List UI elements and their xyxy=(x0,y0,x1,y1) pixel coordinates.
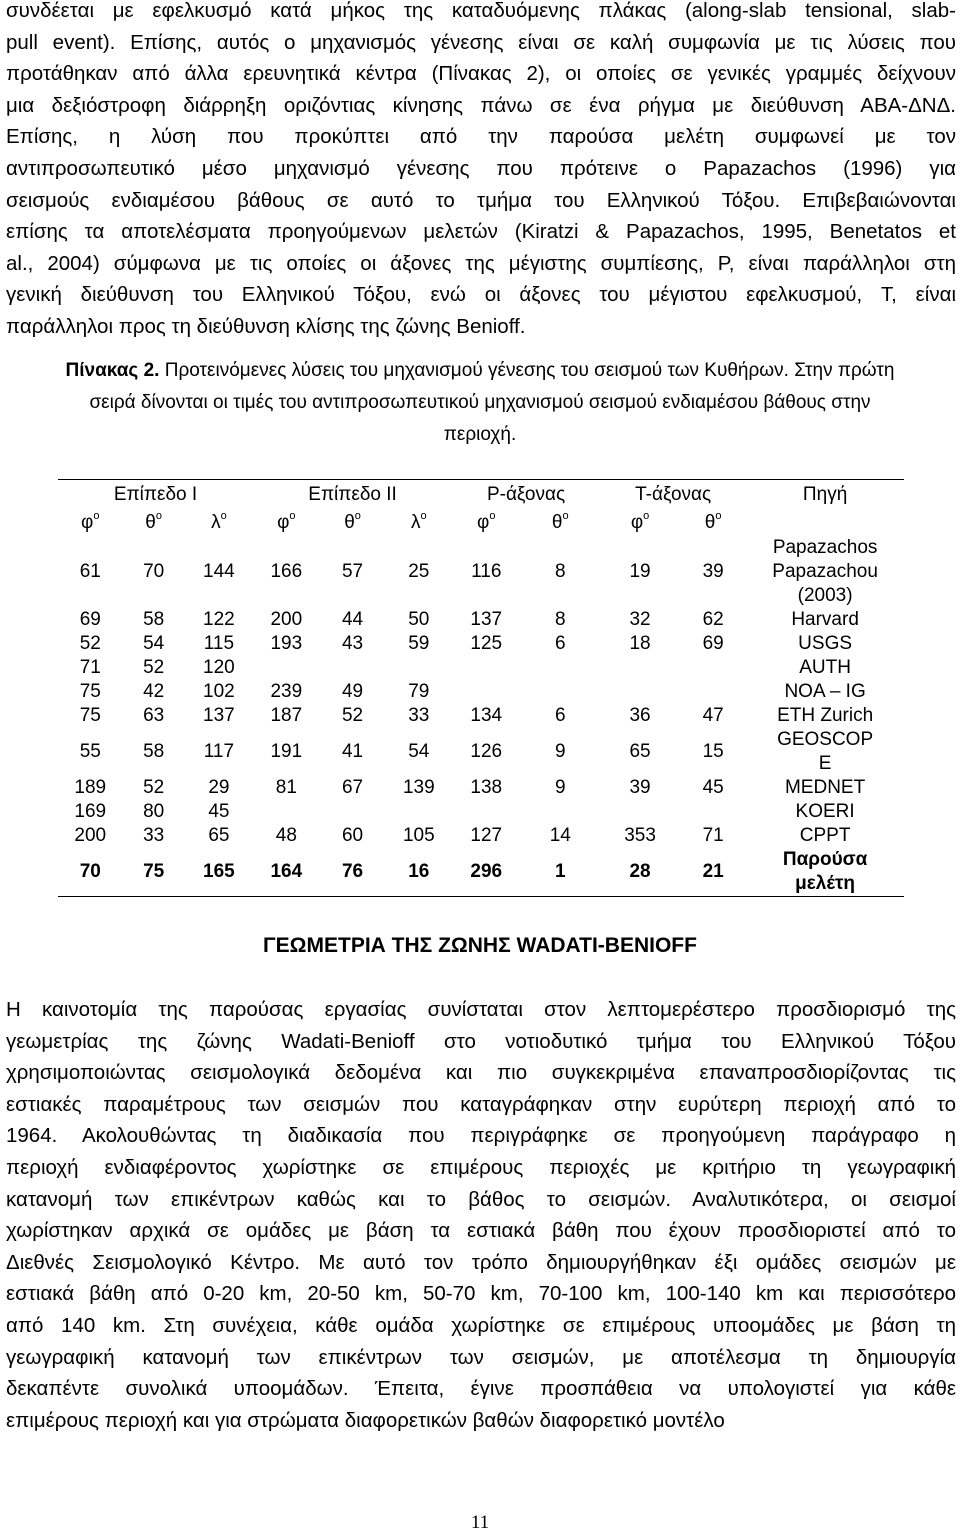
table-cell xyxy=(253,656,319,680)
table-cell: 48 xyxy=(275,825,297,846)
table-cell: 29 xyxy=(208,777,230,798)
table-cell: 39 xyxy=(702,561,724,582)
text-line: αντιπροσωπευτικό μέσο μηχανισμό γένεσης που πρότεινε ο Papazachos (1996) για xyxy=(6,156,956,180)
table-cell: 105 xyxy=(402,825,435,846)
degree-mark: o xyxy=(715,510,722,522)
table-group-header: T-άξονας xyxy=(600,480,746,511)
table-symbol-header-empty xyxy=(746,510,904,536)
text-line: χρησιμοποιώντας σεισμολογικά δεδομένα και πιο συγκεκριμένα επαναπροσδιορίζοντας τις xyxy=(6,1061,956,1085)
table-cell: 6 xyxy=(554,633,566,654)
table-row xyxy=(58,656,904,680)
table-cell: 69 xyxy=(79,609,101,630)
table-cell: 116 xyxy=(471,561,502,582)
source-line: KOERI xyxy=(795,801,855,822)
table-cell: 61 xyxy=(79,561,101,582)
table-cell xyxy=(386,656,452,680)
source-line: E xyxy=(818,753,832,774)
section-heading: ΓΕΩΜΕΤΡΙΑ ΤΗΣ ΖΩΝΗΣ WADATI-BENIOFF xyxy=(263,934,697,957)
degree-mark: o xyxy=(155,510,162,522)
table-cell xyxy=(600,680,680,704)
table-cell xyxy=(320,656,386,680)
table-cell: 67 xyxy=(341,777,364,798)
table-cell: 52 xyxy=(341,705,364,726)
table-cell xyxy=(680,800,746,824)
table-cell: 47 xyxy=(702,705,724,726)
source-line: NOA – IG xyxy=(784,681,866,702)
table-cell: 14 xyxy=(549,825,571,846)
table-caption-line-2: σειρά δίνονται οι τιμές του αντιπροσωπευτικού μηχανισμού σεισμού ενδιαμέσου βάθους στην xyxy=(89,392,871,413)
table-cell: 43 xyxy=(341,633,364,654)
table-cell xyxy=(680,656,746,680)
text-line: συνδέεται με εφελκυσμό κατά μήκος της καταδυόμενης πλάκας (along-slab tensional, slab- xyxy=(6,0,956,22)
text-line: χωρίστηκαν αρχικά σε ομάδες με βάση τα εστιακά βάθη που έχουν προσδιοριστεί από το xyxy=(6,1219,956,1243)
text-line: Διεθνές Σεισμολογικό Κέντρο. Με αυτό τον τρόπο δημιουργήθηκαν έξι ομάδες σεισμών με xyxy=(6,1250,956,1274)
table-source-cell xyxy=(746,728,904,776)
table-cell: 41 xyxy=(341,741,364,762)
table-cell: 55 xyxy=(79,741,101,762)
table-cell: 137 xyxy=(470,609,503,630)
table-cell: 57 xyxy=(341,561,364,582)
table-row xyxy=(58,728,904,776)
degree-mark: o xyxy=(643,510,650,522)
table-cell: 80 xyxy=(143,801,165,822)
table-cell: 353 xyxy=(624,825,656,846)
table-cell: 49 xyxy=(341,681,364,702)
source-line: USGS xyxy=(798,633,853,654)
table-cell: 71 xyxy=(79,657,101,678)
table-cell: 76 xyxy=(320,848,386,897)
table-cell: 187 xyxy=(270,705,303,726)
text-line: περιοχή ενδιαφέροντος χωρίστηκε σε επιμέρους περιοχές με κριτήριο τη γεωγραφική xyxy=(6,1155,956,1179)
table-cell: 122 xyxy=(203,609,235,630)
table-symbol-header xyxy=(520,510,600,536)
table-group-header: Επίπεδο I xyxy=(58,480,253,511)
text-line: pull event). Επίσης, αυτός ο μηχανισμός γένεσης είναι σε καλή συμφωνία με τις λύσεις που xyxy=(6,30,956,54)
source-line: Papazachos xyxy=(772,537,878,558)
table-source-cell xyxy=(746,656,904,680)
angle-symbol: θ xyxy=(145,512,156,533)
table-cell xyxy=(600,656,680,680)
table-cell: 71 xyxy=(702,825,724,846)
table-cell: 102 xyxy=(203,681,235,702)
table-row xyxy=(58,776,904,800)
table-cell: 75 xyxy=(79,681,101,702)
table-cell: 6 xyxy=(554,705,566,726)
source-line: (2003) xyxy=(797,585,853,606)
table-cell: 62 xyxy=(702,609,724,630)
text-line: επίσης τα αποτελέσματα προηγούμενων μελετών (Kiratzi & Papazachos, 1995, Benetatos et xyxy=(6,220,956,244)
table-source-cell xyxy=(746,776,904,800)
table-cell: 138 xyxy=(470,777,503,798)
table-cell xyxy=(386,800,452,824)
text-line: κατανομή των επικέντρων καθώς και το βάθος το σεισμών. Αναλυτικότερα, οι σεισμοί xyxy=(6,1187,956,1211)
text-line: μια δεξιόστροφη διάρρηξη οριζόντιας κίνησης πάνω σε ένα ρήγμα με διεύθυνση ΑΒΑ-ΔΝΔ. xyxy=(6,93,956,117)
table-cell: 54 xyxy=(143,633,165,654)
table-cell: 239 xyxy=(270,681,303,702)
source-line: CPPT xyxy=(799,825,851,846)
table-source-cell xyxy=(746,824,904,848)
table-cell: 52 xyxy=(143,657,165,678)
source-line: ETH Zurich xyxy=(777,705,874,726)
angle-symbol: θ xyxy=(704,512,716,533)
table-row xyxy=(58,824,904,848)
table-group-header: Επίπεδο II xyxy=(253,480,452,511)
table-cell: 81 xyxy=(275,777,297,798)
text-line: Επίσης, η λύση που προκύπτει από την παρούσα μελέτη συμφωνεί με τον xyxy=(6,125,956,149)
table-cell xyxy=(452,656,520,680)
text-line: Η καινοτομία της παρούσας εργασίας συνίσταται στον λεπτομερέστερο προσδιορισμό της xyxy=(6,998,956,1021)
table-cell: 164 xyxy=(253,848,319,897)
table-cell xyxy=(520,656,600,680)
table-cell: 33 xyxy=(408,705,430,726)
table-cell xyxy=(520,800,600,824)
angle-symbol: λ xyxy=(211,512,221,533)
text-line: al., 2004) σύμφωνα με τις οποίες οι άξονες της μέγιστης συμπίεσης, P, είναι παράλληλοι στη xyxy=(6,251,956,275)
table-symbol-header xyxy=(452,510,520,536)
table-cell: 25 xyxy=(408,561,430,582)
source-line: Papazachou xyxy=(772,561,878,582)
table-row xyxy=(58,608,904,632)
table-cell: 79 xyxy=(408,681,430,702)
table-cell: 9 xyxy=(554,741,566,762)
table-symbol-header xyxy=(600,510,680,536)
degree-mark: o xyxy=(562,510,569,522)
table-cell: 296 xyxy=(452,848,520,897)
table-symbol-header xyxy=(58,510,123,536)
table-caption-line-3: περιοχή. xyxy=(443,424,517,445)
source-line: Harvard xyxy=(791,609,859,630)
table-group-header: P-άξονας xyxy=(452,480,600,511)
table-cell: 58 xyxy=(143,609,165,630)
table-cell xyxy=(520,680,600,704)
text-line: εστιακές παραμέτρους των σεισμών που καταγράφηκαν στην ευρύτερη περιοχή από το xyxy=(6,1092,956,1116)
table-cell: 18 xyxy=(629,633,651,654)
text-line: γενική διεύθυνση του Ελληνικού Τόξου, ενώ οι άξονες του μέγιστου εφελκυσμού, T, είναι xyxy=(6,283,956,307)
table-cell: 33 xyxy=(143,825,165,846)
table-cell: 200 xyxy=(74,825,107,846)
focal-mechanism-table xyxy=(58,479,904,897)
table-cell: 19 xyxy=(629,561,651,582)
table-row xyxy=(58,536,904,608)
table-source-cell xyxy=(746,536,904,608)
table-cell: 52 xyxy=(79,633,101,654)
angle-symbol: θ xyxy=(551,512,563,533)
text-line: εστιακά βάθη από 0-20 km, 20-50 km, 50-70 km, 70-100 km, 100-140 km και περισσότερο xyxy=(6,1282,956,1306)
table-cell: 63 xyxy=(143,705,165,726)
table-cell xyxy=(600,800,680,824)
table-symbol-header xyxy=(123,510,185,536)
table-cell xyxy=(452,680,520,704)
table-cell: 144 xyxy=(203,561,235,582)
table-cell: 189 xyxy=(74,777,107,798)
table-cell: 70 xyxy=(143,561,165,582)
table-cell: 65 xyxy=(629,741,651,762)
table-cell: 39 xyxy=(629,777,651,798)
table-cell: 139 xyxy=(402,777,435,798)
table-cell xyxy=(253,800,319,824)
table-source-cell xyxy=(746,848,904,897)
table-caption-line-1: Προτεινόμενες λύσεις του μηχανισμού γένεσης του σεισμού των Κυθήρων. Στην πρώτη xyxy=(159,360,895,381)
table-cell: 193 xyxy=(270,633,303,654)
table-cell: 16 xyxy=(386,848,452,897)
angle-symbol: λ xyxy=(410,512,421,533)
table-group-header: Πηγή xyxy=(746,480,904,511)
table-cell: 117 xyxy=(203,741,235,762)
table-cell: 59 xyxy=(408,633,430,654)
table-cell: 21 xyxy=(680,848,746,897)
source-line: Παρούσα xyxy=(782,849,868,870)
table-cell: 58 xyxy=(143,741,165,762)
text-line: γεωγραφική κατανομή των επικέντρων των σεισμών, με αποτέλεσμα τη δημιουργία xyxy=(6,1345,956,1369)
text-line: παράλληλοι προς τη διεύθυνση κλίσης της ζώνης Benioff. xyxy=(6,314,526,338)
table-row xyxy=(58,848,904,897)
table-group-header-row xyxy=(58,480,904,511)
text-line: 1964. Ακολουθώντας τη διαδικασία που περιγράφηκε σε προηγούμενη παράγραφο η xyxy=(6,1124,956,1148)
table-cell: 127 xyxy=(470,825,503,846)
text-line: δεκαπέντε συνολικά υποομάδων. Έπειτα, έγινε προσπάθεια να υπολογιστεί για κάθε xyxy=(6,1377,956,1401)
page-number: 11 xyxy=(470,1512,490,1533)
table-cell xyxy=(452,800,520,824)
degree-mark: o xyxy=(220,510,227,522)
degree-mark: o xyxy=(489,510,496,522)
table-symbol-header xyxy=(185,510,253,536)
degree-mark: o xyxy=(93,510,100,522)
table-cell: 42 xyxy=(143,681,165,702)
text-line: επιμέρους περιοχή και για στρώματα διαφορετικών βαθών διαφορετικό μοντέλο xyxy=(6,1408,725,1432)
angle-symbol: θ xyxy=(344,512,355,533)
table-row xyxy=(58,704,904,728)
table-cell: 166 xyxy=(270,561,303,582)
source-line: MEDNET xyxy=(784,777,866,798)
table-caption xyxy=(0,355,960,451)
table-source-cell xyxy=(746,800,904,824)
table-row xyxy=(58,632,904,656)
table-cell: 15 xyxy=(702,741,724,762)
table-row xyxy=(58,800,904,824)
text-line: από 140 km. Στη συνέχεια, κάθε ομάδα χωρίστηκε σε επιμέρους υποομάδες με βάση τη xyxy=(6,1313,956,1337)
degree-mark: o xyxy=(289,510,296,522)
text-line: προτάθηκαν από άλλα ερευνητικά κέντρα (Πίνακας 2), οι οποίες σε γενικές γραμμές δείχνουν xyxy=(6,62,956,86)
table-cell: 9 xyxy=(554,777,566,798)
table-cell: 137 xyxy=(203,705,235,726)
table-row xyxy=(58,680,904,704)
table-cell: 32 xyxy=(629,609,651,630)
text-line: γεωμετρίας της ζώνης Wadati-Benioff στο νοτιοδυτικό τμήμα του Ελληνικού Τόξου xyxy=(6,1029,956,1053)
table-cell: 65 xyxy=(208,825,230,846)
table-cell: 54 xyxy=(408,741,430,762)
angle-symbol: φ xyxy=(630,512,644,533)
table-symbol-row xyxy=(58,510,904,536)
table-cell: 28 xyxy=(600,848,680,897)
table-cell: 191 xyxy=(270,741,303,762)
degree-mark: o xyxy=(420,510,427,522)
table-cell: 69 xyxy=(702,633,724,654)
table-source-cell xyxy=(746,632,904,656)
table-source-cell xyxy=(746,680,904,704)
table-cell xyxy=(320,800,386,824)
table-cell: 45 xyxy=(208,801,230,822)
angle-symbol: φ xyxy=(277,512,290,533)
table-cell: 134 xyxy=(470,705,503,726)
table-cell: 52 xyxy=(143,777,165,798)
source-line: μελέτη xyxy=(795,873,856,894)
table-cell: 169 xyxy=(74,801,107,822)
table-cell: 75 xyxy=(79,705,101,726)
table-symbol-header xyxy=(320,510,386,536)
table-source-cell xyxy=(746,608,904,632)
table-symbol-header xyxy=(386,510,452,536)
paragraph-wadati-benioff xyxy=(6,994,956,1436)
table-cell: 70 xyxy=(58,848,123,897)
table-cell: 45 xyxy=(702,777,724,798)
table-cell: 120 xyxy=(203,657,235,678)
table-cell: 1 xyxy=(520,848,600,897)
table-cell: 44 xyxy=(341,609,364,630)
table-cell: 50 xyxy=(408,609,430,630)
table-cell: 75 xyxy=(123,848,185,897)
text-line: σεισμούς ενδιαμέσου βάθους σε αυτό το τμήμα του Ελληνικού Τόξου. Επιβεβαιώνονται xyxy=(6,188,956,212)
table-caption-label: Πίνακας 2. xyxy=(65,360,160,381)
table-cell: 36 xyxy=(629,705,651,726)
table-symbol-header xyxy=(680,510,746,536)
angle-symbol: φ xyxy=(81,512,94,533)
source-line: AUTH xyxy=(799,657,851,678)
table-symbol-header xyxy=(253,510,319,536)
table-cell: 200 xyxy=(270,609,303,630)
source-line: GEOSCOP xyxy=(777,729,874,750)
table-cell xyxy=(680,680,746,704)
table-cell: 8 xyxy=(554,609,566,630)
table-cell: 60 xyxy=(341,825,364,846)
table-cell: 126 xyxy=(470,741,503,762)
table-source-cell xyxy=(746,704,904,728)
degree-mark: o xyxy=(354,510,361,522)
table-cell: 165 xyxy=(185,848,253,897)
paragraph-focal-mechanism xyxy=(6,0,956,343)
angle-symbol: φ xyxy=(477,512,490,533)
table-cell: 115 xyxy=(203,633,235,654)
table-cell: 125 xyxy=(470,633,503,654)
table-cell: 8 xyxy=(554,561,566,582)
